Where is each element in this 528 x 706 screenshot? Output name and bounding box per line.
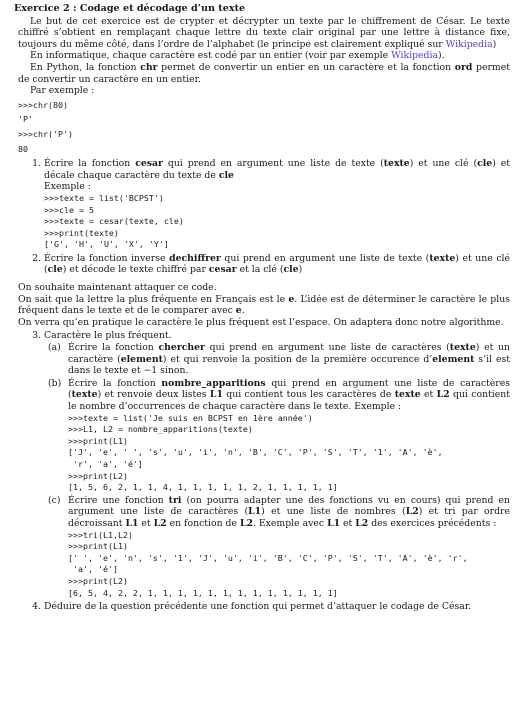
intro-paragraph-1 — [18, 16, 510, 51]
intro-code-line: >>>chr('P') — [18, 128, 73, 139]
q2-function-name: dechiffrer — [169, 252, 221, 264]
q1-code-line: >>>texte = cesar(texte, cle) — [44, 216, 184, 227]
q1-arg: cle — [477, 158, 493, 170]
mid-text: On sait que la lettre la plus fréquente en Français est le — [18, 293, 289, 305]
q3c-code-line: >>>print(L1) — [68, 541, 128, 552]
mid-text: . — [241, 305, 245, 317]
q2-arg: texte — [429, 252, 456, 264]
intro-text: ) — [492, 38, 497, 50]
question-2 — [44, 253, 510, 276]
q3b-text: Écrire la fonction — [68, 377, 162, 389]
keyword-chr: chr — [140, 61, 158, 73]
q1-example-label: Exemple : — [44, 181, 91, 193]
q3b-arg: L1 — [209, 389, 223, 401]
q3b-code-line: 'r', 'a', 'é'] — [68, 458, 143, 469]
q1-function-name: cesar — [135, 158, 163, 170]
intro-text: En Python, la fonction — [30, 61, 141, 73]
q1-code-line: ['G', 'H', 'U', 'X', 'Y'] — [44, 239, 169, 250]
q3b-function-name: nombre_apparitions — [161, 377, 266, 389]
intro-paragraph-3 — [18, 62, 510, 85]
q3c-text: et — [340, 517, 356, 529]
q3a-arg: texte — [449, 342, 476, 354]
intro-text: Le but de cet exercice est de crypter et décrypter un texte par le chiffrement de César. Le texte chiffré s’obtient en remplaçant chaque lettre du texte clair original par une lettre à distance fixe, toujours du même côté, dans l’ordre de l’alphabet (le principe est clairement expliqué sur — [18, 15, 510, 50]
q3c-function-name: tri — [168, 494, 182, 506]
q3c-code-block — [68, 530, 510, 600]
exercise-title: Exercice 2 : Codage et décodage d’un texte — [14, 3, 246, 14]
q2-text: ) — [298, 264, 303, 276]
q2-text: ) et décode le texte chiffré par — [62, 264, 209, 276]
q3c-text: ) et une liste de nombres ( — [261, 506, 406, 518]
intro-text: permet de convertir un entier en un caractère et la fonction — [157, 61, 455, 73]
question-3a — [44, 342, 510, 377]
q2-arg: cle — [283, 264, 299, 276]
q3c-arg: L2 — [355, 517, 369, 529]
q2-arg: cle — [47, 264, 63, 276]
q3c-arg: L2 — [239, 517, 253, 529]
question-3b — [44, 378, 510, 494]
q3a-text: qui prend en argument une liste de caractères ( — [204, 342, 450, 354]
question-4 — [44, 601, 510, 613]
q3b-text: qui contient le nombre d’occurrences de chaque caractère dans le texte. Exemple : — [68, 389, 510, 412]
q2-text: ) et une clé ( — [44, 252, 511, 276]
q3b-code-line: >>>print(L2) — [68, 470, 128, 481]
wikipedia-link-2[interactable]: Wikipedia — [391, 50, 439, 62]
q3b-code-line: [1, 5, 6, 2, 1, 1, 4, 1, 1, 1, 1, 1, 2, 1, 1, 1, 1, 1] — [68, 482, 338, 493]
q3a-arg: element — [432, 353, 475, 365]
q1-code-line: >>>texte = list('BCPST') — [44, 192, 164, 203]
q3c-arg: L1 — [248, 506, 262, 518]
q1-code-line: >>>print(texte) — [44, 227, 119, 238]
q1-text: ) et une clé ( — [409, 158, 478, 170]
q1-arg: cle — [218, 169, 234, 181]
q1-text: qui prend en argument une liste de texte ( — [162, 158, 384, 170]
q3c-label: (c) — [48, 494, 61, 506]
q3a-text: s’il est dans le texte et −1 sinon. — [68, 353, 510, 377]
q3a-text: ) et un caractère ( — [68, 342, 510, 365]
q1-code-block — [44, 193, 510, 251]
q1-code-line: >>>cle = 5 — [44, 204, 94, 215]
q3c-text: en fonction de — [166, 517, 240, 529]
q3b-code-line: >>>texte = list('Je suis en BCPST en 1ère année') — [68, 412, 313, 423]
question-3 — [44, 330, 510, 599]
q3-intro: 3. Caractère le plus fréquent. — [44, 330, 172, 342]
q3c-arg: L2 — [405, 506, 419, 518]
q3b-label: (b) — [48, 377, 62, 389]
q3c-text: des exercices précédents : — [368, 517, 497, 529]
wikipedia-link-1[interactable]: Wikipedia — [445, 38, 493, 50]
q3c-code-line: 'a', 'é'] — [68, 564, 118, 575]
intro-paragraph-4: Par exemple : — [30, 85, 95, 97]
q3c-code-line: >>>tri(L1,L2) — [68, 529, 133, 540]
q3c-arg: L2 — [153, 517, 167, 529]
intro-paragraph-2 — [18, 50, 510, 62]
q3c-text: . Exemple avec — [252, 517, 328, 529]
q3b-code-block — [68, 413, 510, 494]
intro-code-line: 'P' — [18, 114, 33, 125]
q3c-code-line: >>>print(L2) — [68, 575, 128, 586]
intro-text: permet de convertir un caractère en un entier. — [18, 61, 510, 85]
q2-text: qui prend en argument une liste de texte ( — [220, 252, 430, 264]
q3c-arg: L1 — [327, 517, 341, 529]
intro-text: ). — [438, 50, 445, 62]
mid-paragraph-1: On souhaite maintenant attaquer ce code. — [18, 282, 217, 294]
q3c-code-line: [' ', 'e', 'n', 's', '1', 'J', 'u', 'i', 'B', 'C', 'P', 'S', 'T', 'A', 'è', 'r', — [68, 552, 468, 563]
q4-text: Déduire de la question précédente une fonction qui permet d’attaquer le codage de César. — [44, 601, 472, 613]
q3c-text: et — [138, 517, 154, 529]
mid-paragraph-2 — [18, 294, 510, 317]
q3b-text: ) et renvoie deux listes — [97, 389, 210, 401]
q1-text: ) et décale chaque caractère du texte de — [44, 158, 510, 181]
q3a-text: ) et qui renvoie la position de la première occurence d’ — [162, 353, 433, 365]
q1-arg: texte — [383, 158, 410, 170]
q3b-arg: texte — [394, 389, 421, 401]
mid-letter-e: e — [288, 293, 295, 305]
q2-text: Écrire la fonction inverse — [44, 252, 170, 264]
q3b-text: qui prend en argument une liste de caractères ( — [68, 377, 510, 401]
q3c-code-line: [6, 5, 4, 2, 2, 1, 1, 1, 1, 1, 1, 1, 1, 1, 1, 1, 1, 1] — [68, 587, 338, 598]
question-3c — [44, 495, 510, 599]
mid-letter-e: e — [235, 305, 242, 317]
q3b-text: qui contient tous les caractères de — [222, 389, 395, 401]
q3b-code-line: >>>L1, L2 = nombre_apparitions(texte) — [68, 424, 253, 435]
q3b-code-line: >>>print(L1) — [68, 435, 128, 446]
q3a-arg: element — [120, 353, 163, 365]
question-1 — [44, 158, 510, 251]
q2-text: et la clé ( — [236, 264, 284, 276]
mid-paragraph-3: On verra qu’en pratique le caractère le plus fréquent est l’espace. On adaptera donc notre algorithme. — [18, 316, 504, 328]
q1-text: Écrire la fonction — [44, 158, 136, 170]
keyword-ord: ord — [454, 61, 473, 73]
q3c-arg: L1 — [125, 517, 139, 529]
q3b-text: et — [420, 389, 437, 401]
question-list-continued — [18, 330, 510, 612]
q2-function-ref: cesar — [208, 264, 237, 276]
q3a-label: (a) — [48, 342, 61, 354]
q3a-text: Écrire la fonction — [68, 342, 159, 354]
question-list — [18, 158, 510, 276]
intro-text: En informatique, chaque caractère est codé par un entier (voir par exemple — [30, 50, 392, 62]
q3b-code-line: ['J', 'e', ' ', 's', 'u', 'i', 'n', 'B', 'C', 'P', 'S', 'T', '1', 'A', 'è', — [68, 447, 443, 458]
q3c-text: Écrire une fonction — [68, 494, 169, 506]
q3c-text: ) et tri par ordre décroissant — [68, 506, 510, 529]
q3c-text: (on pourra adapter une des fonctions vu en cours) qui prend en argument une liste de caractères ( — [68, 494, 510, 518]
q3-subquestions — [44, 342, 510, 599]
mid-text: . L’idée est de déterminer le caractère le plus fréquent dans le texte et de le comparer avec — [18, 293, 510, 317]
q3b-arg: L2 — [436, 389, 450, 401]
exercise-document — [14, 3, 511, 615]
q3a-function-name: chercher — [158, 342, 205, 354]
intro-code-line: >>>chr(80) — [18, 99, 68, 110]
intro-code-line: 80 — [18, 143, 28, 154]
q3b-arg: texte — [71, 389, 98, 401]
